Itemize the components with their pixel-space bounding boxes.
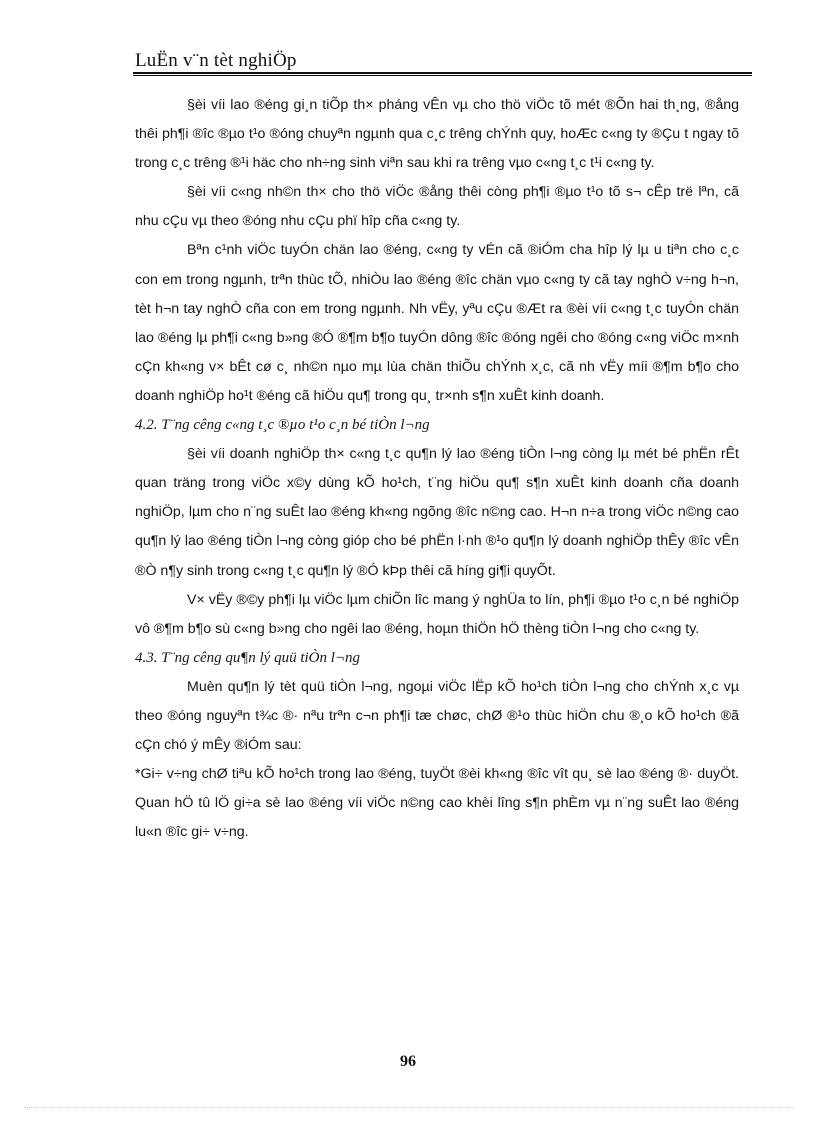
section-heading-4-3: 4.3. T¨ng cêng qu¶n lý quü tiÒn l¬ng xyxy=(135,649,361,666)
page-number: 96 xyxy=(400,1053,416,1070)
paragraph: Bªn c¹nh viÖc tuyÓn chän lao ®éng, c«ng ty vÉn cã ®iÓm cha hîp lý lµ u tiªn cho c¸c con em trong ngµnh, trªn thùc tÕ, nhiÒu lao ®éng ®îc chän vµo c«ng ty cã tay nghÒ v÷ng h¬n, tèt h¬n tay nghÒ cña con em trong ngµnh. Nh vËy, yªu cÇu ®Æt ra ®èi víi c«ng t¸c tuyÓn chän lao ®éng lµ ph¶i c«ng b»ng ®Ó ®¶m b¶o tuyÓn dông ®îc ®óng ngêi cho ®óng c«ng viÖc m×nh cÇn kh«ng v× bÊt cø c¸ nh©n nµo mµ lùa chän thiÕu chÝnh x¸c, cã nh vËy míi ®¶m b¶o cho doanh nghiÖp ho¹t ®éng cã hiÖu qu¶ trong qu¸ tr×nh s¶n xuÊt kinh doanh. xyxy=(135,242,739,404)
paragraph: V× vËy ®©y ph¶i lµ viÖc lµm chiÕn lîc mang ý nghÜa to lín, ph¶i ®µo t¹o c¸n bé nghiÖp vô ®¶m b¶o sù c«ng b»ng cho ngêi lao ®éng, hoµn thiÖn hÖ thèng tiÒn l¬ng cho c«ng ty. xyxy=(135,591,739,637)
paragraph: §èi víi lao ®éng gi¸n tiÕp th× pháng vÊn vµ cho thö viÖc tõ mét ®Õn hai th¸ng, ®ång thêi ph¶i ®îc ®µo t¹o ®óng chuyªn ngµnh qua c¸c trêng chÝnh quy, hoÆc c«ng ty ®Çu t ngay tõ trong c¸c trêng ®¹i häc cho nh÷ng sinh viªn sau khi ra trêng vµo c«ng t¸c t¹i c«ng ty. xyxy=(135,97,739,172)
paragraph: §èi víi c«ng nh©n th× cho thö viÖc ®ång thêi còng ph¶i ®µo t¹o tõ s¬ cÊp trë lªn, cã nhu cÇu vµ theo ®óng nhu cÇu phï hîp cña c«ng ty. xyxy=(135,184,739,230)
bullet-paragraph: *Gi÷ v÷ng chØ tiªu kÕ ho¹ch trong lao ®éng, tuyÖt ®èi kh«ng ®îc vît qu¸ sè lao ®éng ®· duyÖt. Quan hÖ tû lÖ gi÷a sè lao ®éng víi viÖc n©ng cao khèi lîng s¶n phÈm vµ n¨ng suÊt lao ®éng lu«n ®îc gi÷ v÷ng. xyxy=(135,766,739,841)
page-bottom-divider xyxy=(24,1107,794,1108)
body-text xyxy=(135,91,739,847)
paragraph: Muèn qu¶n lý tèt quü tiÒn l¬ng, ngoµi viÖc lËp kÕ ho¹ch tiÒn l¬ng cho chÝnh x¸c vµ theo ®óng nguyªn t¾c ®· nªu trªn c¬n ph¶i tæ chøc, chØ ®¹o thùc hiÖn chu ®¸o kÕ ho¹ch ®ã cÇn chó ý mÊy ®iÓm sau: xyxy=(135,678,739,754)
paragraph: §èi víi doanh nghiÖp th× c«ng t¸c qu¶n lý lao ®éng tiÒn l¬ng còng lµ mét bé phËn rÊt quan träng trong viÖc x©y dùng kÕ ho¹ch, t¨ng hiÖu qu¶ s¶n xuÊt kinh doanh cña doanh nghiÖp, lµm cho n¨ng suÊt lao ®éng kh«ng ngõng ®îc n©ng cao. H¬n n÷a trong viÖc n©ng cao qu¶n lý lao ®éng tiÒn l¬ng còng gióp cho bé phËn l·nh ®¹o qu¶n lý doanh nghiÖp thÊy ®îc vÊn ®Ò n¶y sinh trong c«ng t¸c qu¶n lý ®Ó kÞp thêi cã híng gi¶i quyÕt. xyxy=(135,446,739,579)
header-rule xyxy=(133,72,752,74)
header-rule-secondary xyxy=(133,75,752,76)
running-header-title: LuËn v¨n tèt nghiÖp xyxy=(135,50,297,71)
section-heading-4-2: 4.2. T¨ng cêng c«ng t¸c ®µo t¹o c¸n bé tiÒn l¬ng xyxy=(135,417,430,434)
